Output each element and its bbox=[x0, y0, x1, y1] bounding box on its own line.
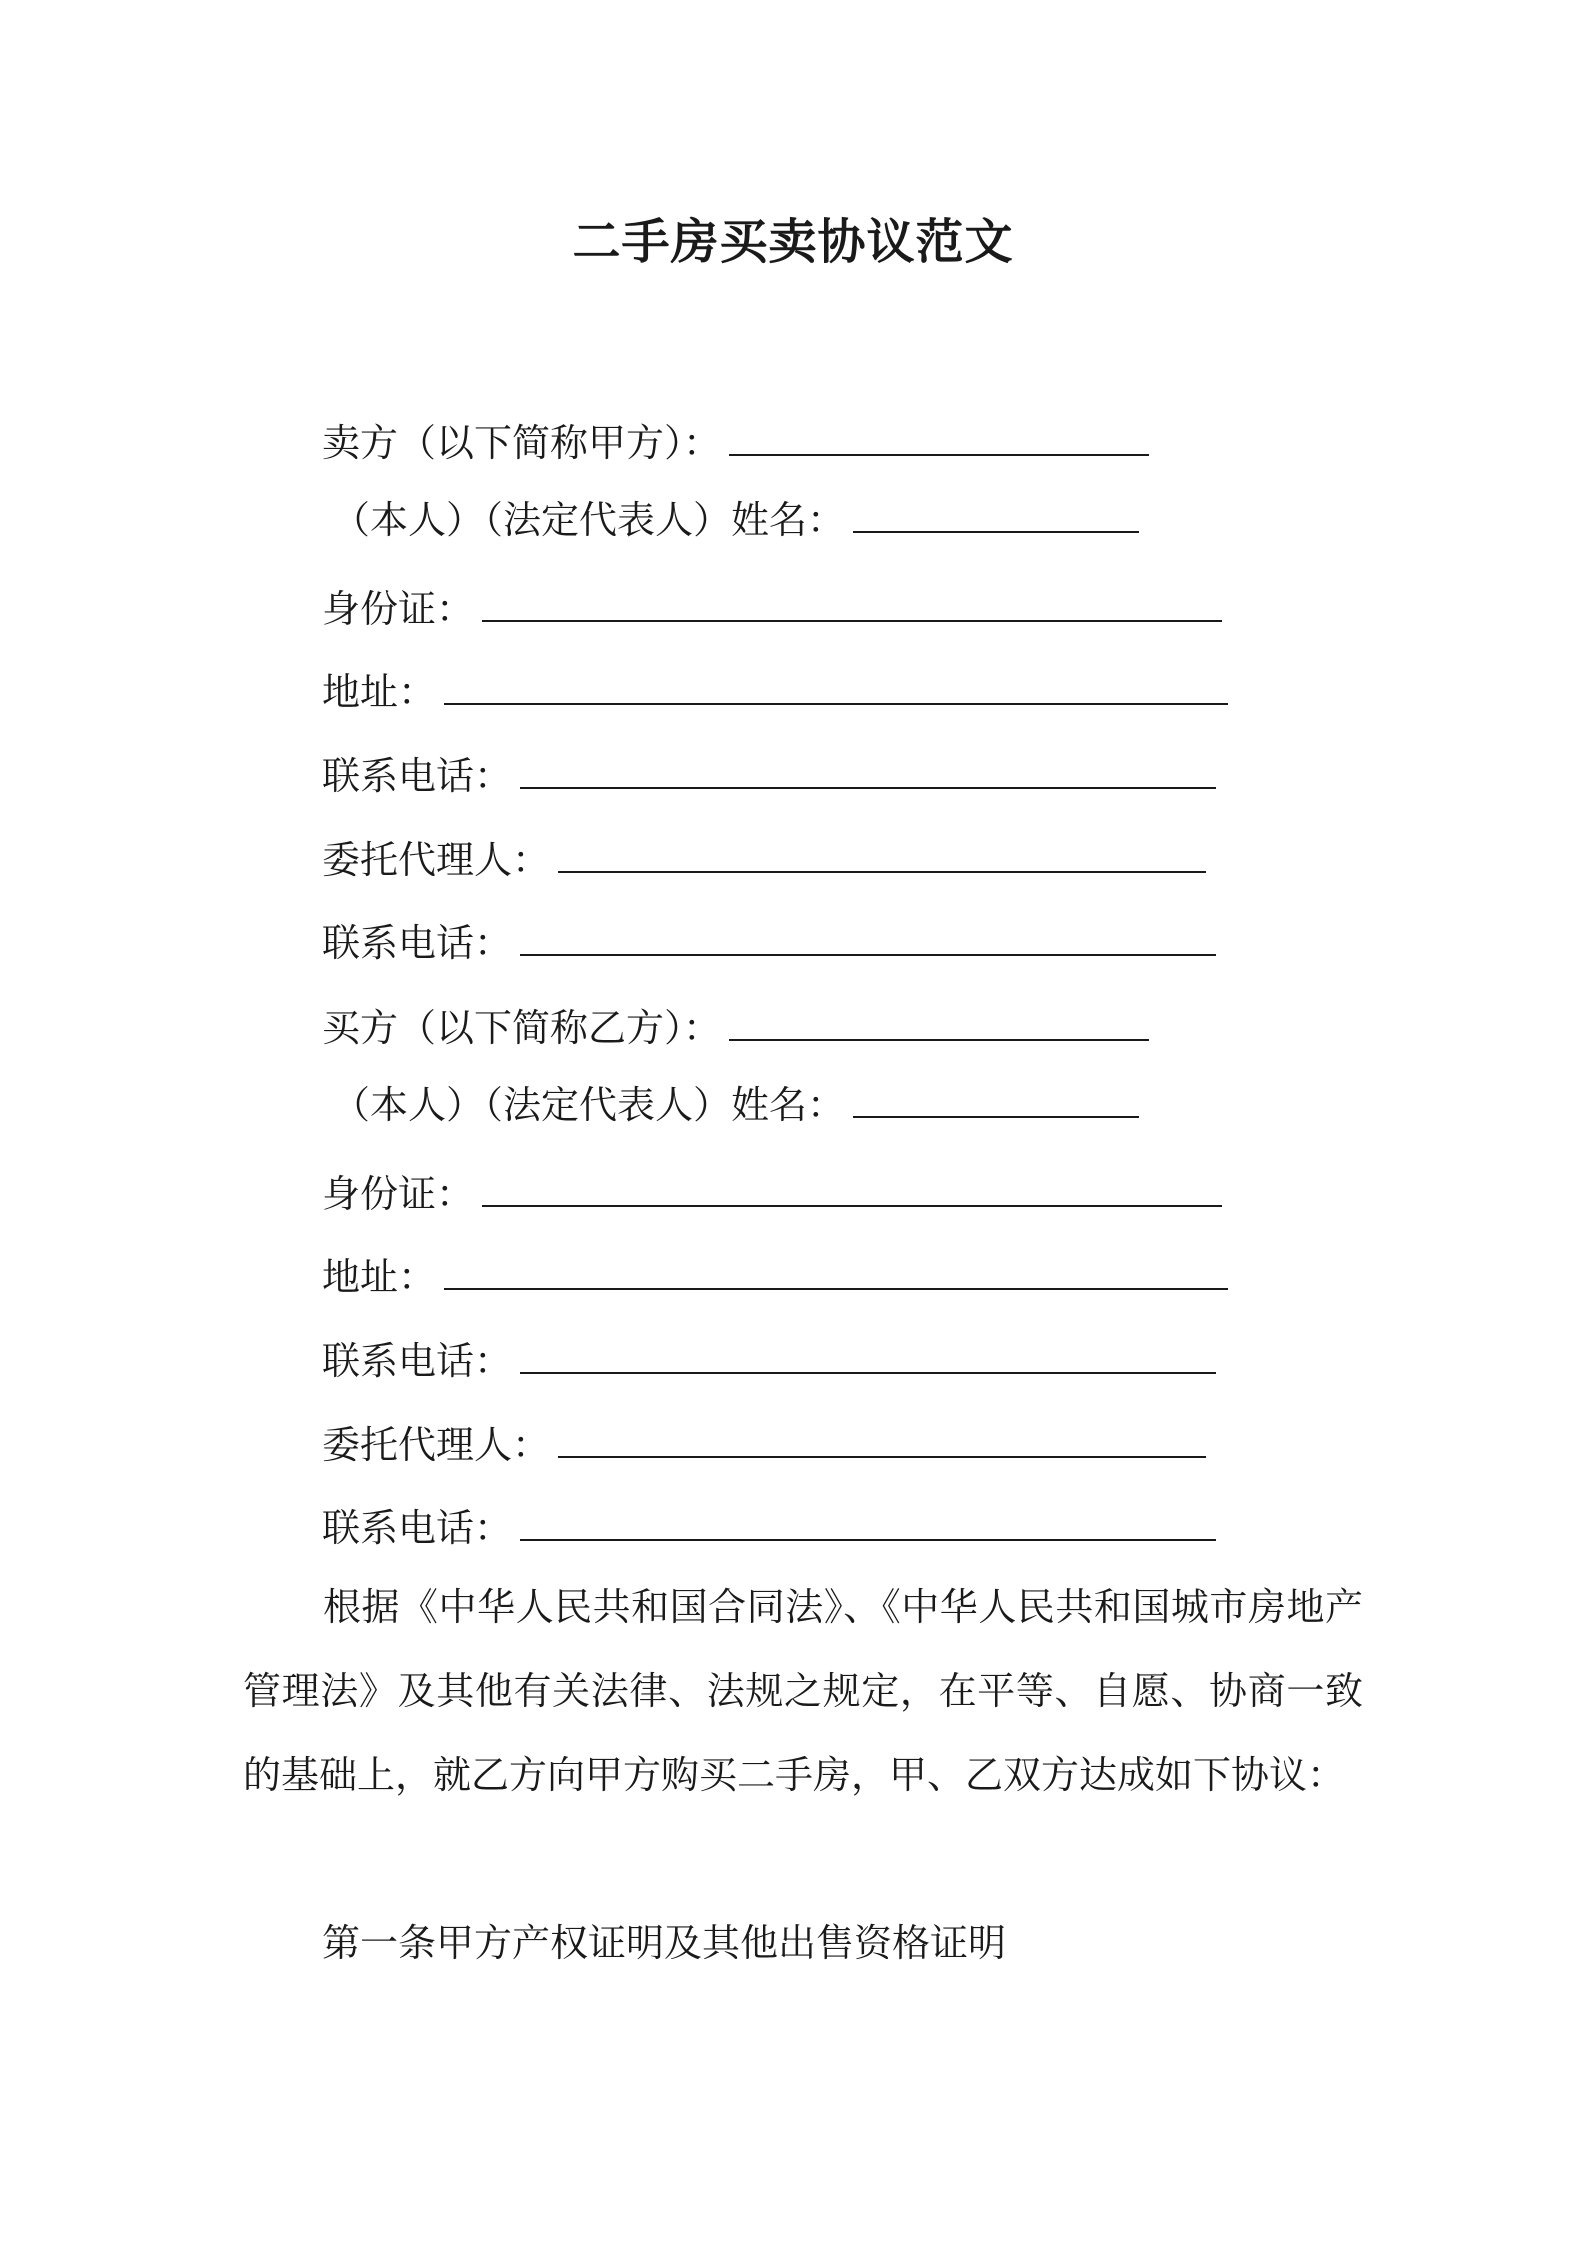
buyer-phone-label: 联系电话： bbox=[322, 1339, 513, 1383]
seller-party-label: 卖方（以下简称甲方）： bbox=[322, 421, 722, 465]
buyer-party-blank[interactable] bbox=[729, 1009, 1149, 1041]
document-title: 二手房买卖协议范文 bbox=[572, 214, 1014, 270]
seller-address-blank[interactable] bbox=[444, 673, 1228, 705]
seller-phone-label: 联系电话： bbox=[322, 754, 513, 798]
seller-name-blank[interactable] bbox=[853, 501, 1139, 533]
seller-agent-phone-label: 联系电话： bbox=[322, 921, 513, 965]
seller-id-label: 身份证： bbox=[322, 587, 475, 631]
seller-agent-blank[interactable] bbox=[558, 841, 1206, 873]
seller-name-line bbox=[332, 495, 1139, 545]
seller-name-label: （本人）（法定代表人）姓名： bbox=[332, 498, 846, 542]
seller-id-line bbox=[322, 584, 1222, 634]
seller-phone-blank[interactable] bbox=[520, 757, 1216, 789]
buyer-agent-phone-blank[interactable] bbox=[520, 1509, 1216, 1541]
seller-address-label: 地址： bbox=[322, 670, 437, 714]
buyer-name-line bbox=[332, 1080, 1139, 1130]
buyer-party-label: 买方（以下简称乙方）： bbox=[322, 1006, 722, 1050]
buyer-address-label: 地址： bbox=[322, 1255, 437, 1299]
buyer-address-line bbox=[322, 1252, 1228, 1302]
buyer-name-blank[interactable] bbox=[853, 1086, 1139, 1118]
seller-address-line bbox=[322, 667, 1228, 717]
buyer-agent-phone-line bbox=[322, 1503, 1216, 1553]
seller-agent-phone-blank[interactable] bbox=[520, 924, 1216, 956]
buyer-id-blank[interactable] bbox=[482, 1175, 1222, 1207]
seller-agent-phone-line bbox=[322, 918, 1216, 968]
buyer-agent-label: 委托代理人： bbox=[322, 1423, 551, 1467]
seller-party-blank[interactable] bbox=[729, 424, 1149, 456]
buyer-party-line bbox=[322, 1003, 1149, 1053]
buyer-agent-line bbox=[322, 1420, 1206, 1470]
buyer-agent-phone-label: 联系电话： bbox=[322, 1506, 513, 1550]
buyer-address-blank[interactable] bbox=[444, 1258, 1228, 1290]
buyer-id-label: 身份证： bbox=[322, 1172, 475, 1216]
buyer-phone-blank[interactable] bbox=[520, 1342, 1216, 1374]
buyer-name-label: （本人）（法定代表人）姓名： bbox=[332, 1083, 846, 1127]
buyer-id-line bbox=[322, 1169, 1222, 1219]
preamble-paragraph: 根据《中华人民共和国合同法》、《中华人民共和国城市房地产管理法》及其他有关法律、法规之规定，在平等、自愿、协商一致的基础上，就乙方向甲方购买二手房，甲、乙双方达成如下协议： bbox=[243, 1585, 1363, 1797]
seller-agent-line bbox=[322, 835, 1206, 885]
buyer-phone-line bbox=[322, 1336, 1216, 1386]
buyer-agent-blank[interactable] bbox=[558, 1426, 1206, 1458]
seller-phone-line bbox=[322, 751, 1216, 801]
seller-id-blank[interactable] bbox=[482, 590, 1222, 622]
seller-agent-label: 委托代理人： bbox=[322, 838, 551, 882]
seller-party-line bbox=[322, 418, 1149, 468]
article-1-heading: 第一条甲方产权证明及其他出售资格证明 bbox=[322, 1921, 1007, 1965]
